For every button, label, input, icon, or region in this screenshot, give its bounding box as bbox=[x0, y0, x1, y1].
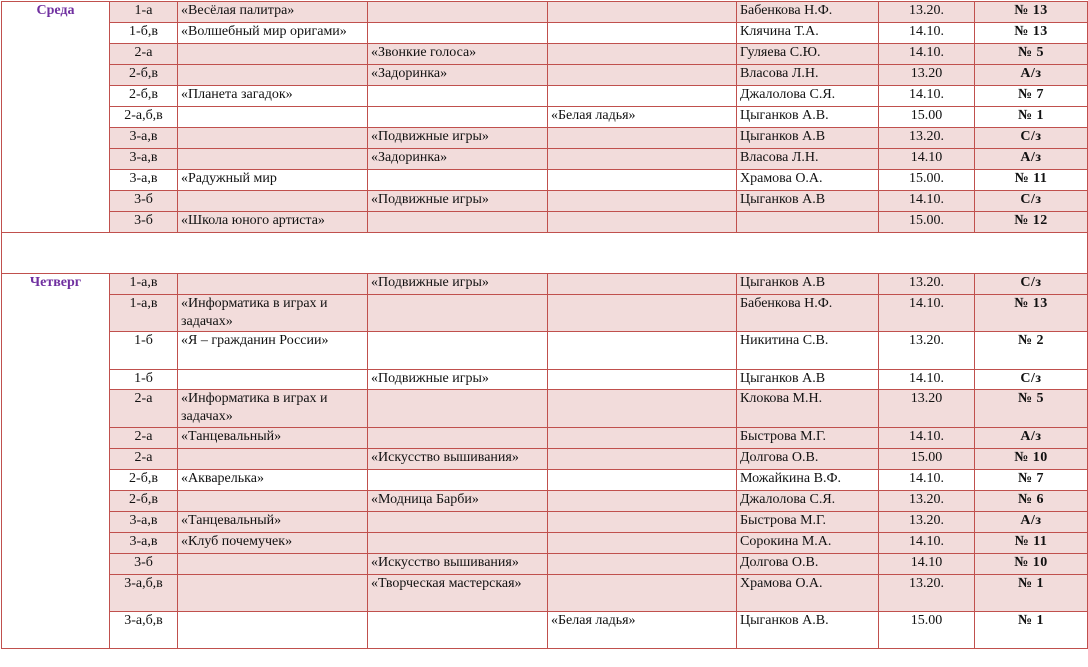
class-cell: 3-б bbox=[110, 212, 178, 233]
activity-col3-cell bbox=[548, 44, 737, 65]
activity-col2-cell bbox=[368, 428, 548, 449]
table-row bbox=[2, 470, 1088, 491]
activity-col2-cell: «Звонкие голоса» bbox=[368, 44, 548, 65]
activity-col1-cell bbox=[178, 149, 368, 170]
table-row bbox=[2, 533, 1088, 554]
room-cell: А/з bbox=[975, 512, 1088, 533]
time-cell: 13.20. bbox=[879, 491, 975, 512]
activity-col2-cell: «Подвижные игры» bbox=[368, 274, 548, 295]
table-row bbox=[2, 295, 1088, 332]
room-cell: № 1 bbox=[975, 575, 1088, 612]
class-cell: 3-а,в bbox=[110, 128, 178, 149]
teacher-cell: Храмова О.А. bbox=[737, 575, 879, 612]
time-cell: 14.10. bbox=[879, 191, 975, 212]
room-cell: № 5 bbox=[975, 44, 1088, 65]
table-row bbox=[2, 44, 1088, 65]
room-cell: № 13 bbox=[975, 23, 1088, 44]
class-cell: 2-а bbox=[110, 449, 178, 470]
activity-col2-cell bbox=[368, 512, 548, 533]
table-row bbox=[2, 65, 1088, 86]
teacher-cell: Джалолова С.Я. bbox=[737, 86, 879, 107]
activity-col1-cell bbox=[178, 370, 368, 390]
teacher-cell: Можайкина В.Ф. bbox=[737, 470, 879, 491]
class-cell: 2-б,в bbox=[110, 86, 178, 107]
activity-col3-cell bbox=[548, 332, 737, 370]
activity-col2-cell bbox=[368, 470, 548, 491]
table-row bbox=[2, 86, 1088, 107]
teacher-cell: Быстрова М.Г. bbox=[737, 512, 879, 533]
teacher-cell: Сорокина М.А. bbox=[737, 533, 879, 554]
day-label: Четверг bbox=[2, 274, 110, 649]
table-row bbox=[2, 212, 1088, 233]
table-row bbox=[2, 491, 1088, 512]
teacher-cell: Бабенкова Н.Ф. bbox=[737, 295, 879, 332]
teacher-cell: Цыганков А.В bbox=[737, 191, 879, 212]
time-cell: 15.00. bbox=[879, 212, 975, 233]
table-row bbox=[2, 274, 1088, 295]
teacher-cell: Долгова О.В. bbox=[737, 449, 879, 470]
table-row bbox=[2, 191, 1088, 212]
teacher-cell bbox=[737, 212, 879, 233]
room-cell: № 1 bbox=[975, 612, 1088, 649]
class-cell: 3-б bbox=[110, 191, 178, 212]
time-cell: 13.20 bbox=[879, 65, 975, 86]
activity-col3-cell bbox=[548, 512, 737, 533]
day-separator-row bbox=[2, 233, 1088, 274]
room-cell: С/з bbox=[975, 274, 1088, 295]
activity-col1-cell: «Я – гражданин России» bbox=[178, 332, 368, 370]
table-row bbox=[2, 449, 1088, 470]
class-cell: 3-а,б,в bbox=[110, 575, 178, 612]
activity-col2-cell: «Подвижные игры» bbox=[368, 128, 548, 149]
activity-col1-cell: «Планета загадок» bbox=[178, 86, 368, 107]
class-cell: 1-а,в bbox=[110, 295, 178, 332]
activity-col1-cell bbox=[178, 65, 368, 86]
table-row bbox=[2, 428, 1088, 449]
teacher-cell: Клячина Т.А. bbox=[737, 23, 879, 44]
activity-col2-cell bbox=[368, 86, 548, 107]
time-cell: 14.10. bbox=[879, 370, 975, 390]
activity-col1-cell bbox=[178, 491, 368, 512]
teacher-cell: Цыганков А.В bbox=[737, 274, 879, 295]
schedule-body bbox=[2, 2, 1088, 649]
time-cell: 14.10. bbox=[879, 533, 975, 554]
activity-col3-cell bbox=[548, 149, 737, 170]
time-cell: 14.10. bbox=[879, 44, 975, 65]
time-cell: 13.20. bbox=[879, 332, 975, 370]
class-cell: 1-б,в bbox=[110, 23, 178, 44]
activity-col2-cell: «Творческая мастерская» bbox=[368, 575, 548, 612]
activity-col1-cell: «Волшебный мир оригами» bbox=[178, 23, 368, 44]
activity-col1-cell bbox=[178, 274, 368, 295]
activity-col1-cell: «Танцевальный» bbox=[178, 428, 368, 449]
teacher-cell: Цыганков А.В bbox=[737, 370, 879, 390]
activity-col3-cell bbox=[548, 533, 737, 554]
class-cell: 2-б,в bbox=[110, 65, 178, 86]
teacher-cell: Власова Л.Н. bbox=[737, 65, 879, 86]
activity-col1-cell bbox=[178, 44, 368, 65]
activity-col1-cell bbox=[178, 128, 368, 149]
teacher-cell: Цыганков А.В. bbox=[737, 107, 879, 128]
teacher-cell: Никитина С.В. bbox=[737, 332, 879, 370]
table-row bbox=[2, 575, 1088, 612]
class-cell: 3-а,в bbox=[110, 533, 178, 554]
activity-col2-cell: «Задоринка» bbox=[368, 65, 548, 86]
activity-col1-cell: «Весёлая палитра» bbox=[178, 2, 368, 23]
time-cell: 13.20 bbox=[879, 390, 975, 428]
activity-col1-cell: «Информатика в играх и задачах» bbox=[178, 295, 368, 332]
activity-col1-cell bbox=[178, 612, 368, 649]
time-cell: 14.10. bbox=[879, 295, 975, 332]
activity-col2-cell bbox=[368, 390, 548, 428]
teacher-cell: Цыганков А.В bbox=[737, 128, 879, 149]
class-cell: 2-б,в bbox=[110, 491, 178, 512]
class-cell: 3-а,в bbox=[110, 149, 178, 170]
activity-col2-cell: «Модница Барби» bbox=[368, 491, 548, 512]
activity-col3-cell bbox=[548, 390, 737, 428]
time-cell: 14.10. bbox=[879, 86, 975, 107]
activity-col1-cell: «Информатика в играх и задачах» bbox=[178, 390, 368, 428]
class-cell: 1-а bbox=[110, 2, 178, 23]
table-row bbox=[2, 390, 1088, 428]
activity-col1-cell bbox=[178, 575, 368, 612]
class-cell: 3-а,в bbox=[110, 170, 178, 191]
class-cell: 2-а,б,в bbox=[110, 107, 178, 128]
teacher-cell: Гуляева С.Ю. bbox=[737, 44, 879, 65]
activity-col3-cell bbox=[548, 554, 737, 575]
class-cell: 2-б,в bbox=[110, 470, 178, 491]
activity-col3-cell bbox=[548, 86, 737, 107]
teacher-cell: Быстрова М.Г. bbox=[737, 428, 879, 449]
activity-col2-cell bbox=[368, 295, 548, 332]
teacher-cell: Власова Л.Н. bbox=[737, 149, 879, 170]
activity-col1-cell: «Школа юного артиста» bbox=[178, 212, 368, 233]
room-cell: № 11 bbox=[975, 533, 1088, 554]
activity-col3-cell bbox=[548, 295, 737, 332]
activity-col1-cell bbox=[178, 554, 368, 575]
room-cell: № 10 bbox=[975, 449, 1088, 470]
teacher-cell: Храмова О.А. bbox=[737, 170, 879, 191]
table-row bbox=[2, 23, 1088, 44]
activity-col3-cell bbox=[548, 128, 737, 149]
table-row bbox=[2, 512, 1088, 533]
time-cell: 15.00. bbox=[879, 170, 975, 191]
activity-col2-cell: «Искусство вышивания» bbox=[368, 554, 548, 575]
activity-col1-cell: «Радужный мир bbox=[178, 170, 368, 191]
time-cell: 13.20. bbox=[879, 512, 975, 533]
room-cell: С/з bbox=[975, 128, 1088, 149]
teacher-cell: Цыганков А.В. bbox=[737, 612, 879, 649]
activity-col3-cell bbox=[548, 575, 737, 612]
table-row bbox=[2, 2, 1088, 23]
day-label: Среда bbox=[2, 2, 110, 233]
class-cell: 2-а bbox=[110, 44, 178, 65]
table-row bbox=[2, 149, 1088, 170]
activity-col3-cell: «Белая ладья» bbox=[548, 107, 737, 128]
activity-col2-cell bbox=[368, 332, 548, 370]
room-cell: А/з bbox=[975, 65, 1088, 86]
room-cell: № 1 bbox=[975, 107, 1088, 128]
activity-col3-cell bbox=[548, 370, 737, 390]
class-cell: 3-б bbox=[110, 554, 178, 575]
activity-col2-cell bbox=[368, 533, 548, 554]
class-cell: 2-а bbox=[110, 390, 178, 428]
table-row bbox=[2, 554, 1088, 575]
activity-col2-cell: «Искусство вышивания» bbox=[368, 449, 548, 470]
time-cell: 14.10. bbox=[879, 470, 975, 491]
time-cell: 15.00 bbox=[879, 449, 975, 470]
room-cell: № 13 bbox=[975, 2, 1088, 23]
activity-col2-cell: «Задоринка» bbox=[368, 149, 548, 170]
room-cell: № 7 bbox=[975, 470, 1088, 491]
class-cell: 1-а,в bbox=[110, 274, 178, 295]
class-cell: 3-а,в bbox=[110, 512, 178, 533]
time-cell: 13.20. bbox=[879, 274, 975, 295]
table-row bbox=[2, 332, 1088, 370]
time-cell: 14.10 bbox=[879, 149, 975, 170]
activity-col3-cell bbox=[548, 274, 737, 295]
activity-col3-cell bbox=[548, 2, 737, 23]
activity-col3-cell bbox=[548, 212, 737, 233]
teacher-cell: Клокова М.Н. bbox=[737, 390, 879, 428]
class-cell: 1-б bbox=[110, 370, 178, 390]
room-cell: А/з bbox=[975, 149, 1088, 170]
activity-col1-cell bbox=[178, 107, 368, 128]
activity-col2-cell bbox=[368, 2, 548, 23]
room-cell: С/з bbox=[975, 370, 1088, 390]
activity-col1-cell bbox=[178, 191, 368, 212]
room-cell: № 2 bbox=[975, 332, 1088, 370]
room-cell: № 10 bbox=[975, 554, 1088, 575]
activity-col2-cell bbox=[368, 107, 548, 128]
activity-col2-cell: «Подвижные игры» bbox=[368, 191, 548, 212]
activity-col3-cell bbox=[548, 428, 737, 449]
class-cell: 1-б bbox=[110, 332, 178, 370]
time-cell: 15.00 bbox=[879, 107, 975, 128]
room-cell: № 11 bbox=[975, 170, 1088, 191]
table-row bbox=[2, 370, 1088, 390]
room-cell: № 7 bbox=[975, 86, 1088, 107]
activity-col2-cell bbox=[368, 170, 548, 191]
room-cell: А/з bbox=[975, 428, 1088, 449]
time-cell: 13.20. bbox=[879, 575, 975, 612]
activity-col3-cell bbox=[548, 23, 737, 44]
activity-col3-cell bbox=[548, 470, 737, 491]
activity-col2-cell: «Подвижные игры» bbox=[368, 370, 548, 390]
schedule-table bbox=[1, 1, 1088, 649]
teacher-cell: Джалолова С.Я. bbox=[737, 491, 879, 512]
time-cell: 13.20. bbox=[879, 2, 975, 23]
activity-col2-cell bbox=[368, 612, 548, 649]
activity-col2-cell bbox=[368, 212, 548, 233]
activity-col3-cell bbox=[548, 170, 737, 191]
class-cell: 3-а,б,в bbox=[110, 612, 178, 649]
time-cell: 14.10 bbox=[879, 554, 975, 575]
activity-col3-cell bbox=[548, 191, 737, 212]
activity-col1-cell: «Клуб почемучек» bbox=[178, 533, 368, 554]
activity-col2-cell bbox=[368, 23, 548, 44]
time-cell: 14.10. bbox=[879, 428, 975, 449]
activity-col3-cell bbox=[548, 449, 737, 470]
activity-col1-cell: «Акварелька» bbox=[178, 470, 368, 491]
teacher-cell: Долгова О.В. bbox=[737, 554, 879, 575]
activity-col3-cell bbox=[548, 491, 737, 512]
room-cell: № 6 bbox=[975, 491, 1088, 512]
room-cell: № 5 bbox=[975, 390, 1088, 428]
teacher-cell: Бабенкова Н.Ф. bbox=[737, 2, 879, 23]
class-cell: 2-а bbox=[110, 428, 178, 449]
room-cell: С/з bbox=[975, 191, 1088, 212]
activity-col3-cell: «Белая ладья» bbox=[548, 612, 737, 649]
table-row bbox=[2, 107, 1088, 128]
time-cell: 15.00 bbox=[879, 612, 975, 649]
table-row bbox=[2, 170, 1088, 191]
activity-col1-cell: «Танцевальный» bbox=[178, 512, 368, 533]
separator-cell bbox=[2, 233, 1088, 274]
time-cell: 14.10. bbox=[879, 23, 975, 44]
room-cell: № 12 bbox=[975, 212, 1088, 233]
time-cell: 13.20. bbox=[879, 128, 975, 149]
room-cell: № 13 bbox=[975, 295, 1088, 332]
activity-col3-cell bbox=[548, 65, 737, 86]
table-row bbox=[2, 128, 1088, 149]
activity-col1-cell bbox=[178, 449, 368, 470]
table-row bbox=[2, 612, 1088, 649]
